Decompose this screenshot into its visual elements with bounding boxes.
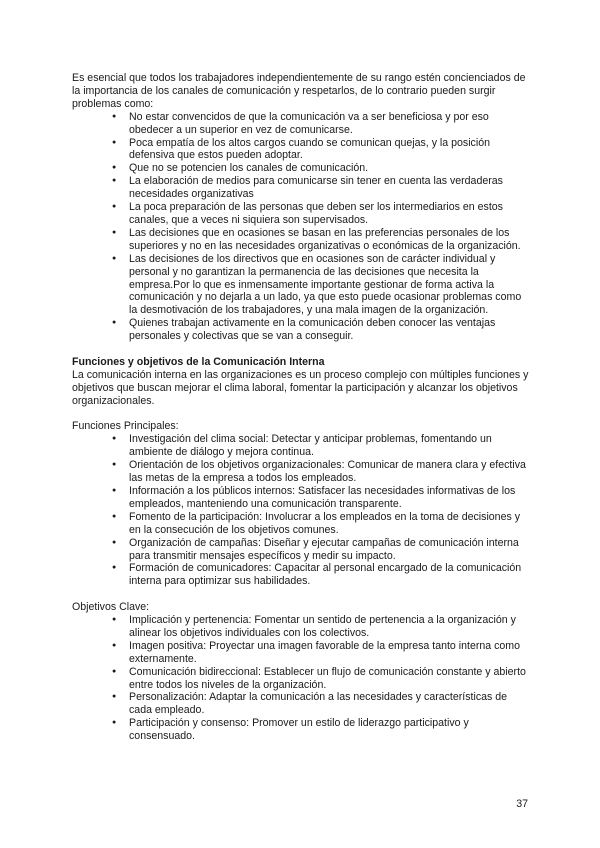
functions-list	[72, 433, 532, 588]
list-item: ● Personalización: Adaptar la comunicación a las necesidades y características de cada empleado.	[129, 691, 532, 717]
list-item: ● Investigación del clima social: Detectar y anticipar problemas, fomentando un ambiente de diálogo y mejora continua.	[129, 433, 532, 459]
list-item: ● Poca empatía de los altos cargos cuando se comunican quejas, y la posición defensiva que estos pueden adoptar.	[129, 137, 532, 163]
problems-list	[72, 111, 532, 343]
list-item: ● Implicación y pertenencia: Fomentar un sentido de pertenencia a la organización y alinear los objetivos individuales con los colectivos.	[129, 614, 532, 640]
list-item: ● Información a los públicos internos: Satisfacer las necesidades informativas de los empleados, manteniendo una comunicación transparente.	[129, 485, 532, 511]
list-item: ● Participación y consenso: Promover un estilo de liderazgo participativo y consensuado.	[129, 717, 532, 743]
section-heading: Funciones y objetivos de la Comunicación Interna	[72, 355, 325, 368]
list-item: ● Imagen positiva: Proyectar una imagen favorable de la empresa tanto interna como externamente.	[129, 640, 532, 666]
functions-heading: Funciones Principales:	[72, 420, 179, 433]
objectives-heading: Objetivos Clave:	[72, 601, 150, 614]
list-item: ● La elaboración de medios para comunicarse sin tener en cuenta las verdaderas necesidades organizativas	[129, 175, 532, 201]
list-item: ● La poca preparación de las personas que deben ser los intermediarios en estos canales, que a veces ni siquiera son supervisados.	[129, 201, 532, 227]
list-item: ● Fomento de la participación: Involucrar a los empleados en la toma de decisiones y en la consecución de los objetivos comunes.	[129, 511, 532, 537]
list-item: ● Las decisiones que en ocasiones se basan en las preferencias personales de los superiores y no en las necesidades organizativas o económicas de la organización.	[129, 227, 532, 253]
intro-paragraph: Es esencial que todos los trabajadores independientemente de su rango estén concienciados de la importancia de los canales de comunicación y respetarlos, de lo contrario pueden surgir problemas como:	[72, 72, 526, 110]
list-item: ● Comunicación bidireccional: Establecer un flujo de comunicación constante y abierto entre todos los niveles de la organización.	[129, 666, 532, 692]
list-item: ● Orientación de los objetivos organizacionales: Comunicar de manera clara y efectiva las metas de la empresa a todos los empleados.	[129, 459, 532, 485]
list-item: ● Que no se potencien los canales de comunicación.	[129, 162, 532, 175]
list-item: ● Las decisiones de los directivos que en ocasiones son de carácter individual y personal y no garantizan la permanencia de las decisiones que necesita la empresa.Por lo que es inmensamente importante gestionar de forma activa la comunicación y no dejarla a un lado, ya que esto puede ocasionar problemas como la desmotivación de los trabajadores, y una mala imagen de la organización.	[129, 253, 532, 318]
list-item: ● Quienes trabajan activamente en la comunicación deben conocer las ventajas personales y colectivas que se van a conseguir.	[129, 317, 532, 343]
list-item: ● Organización de campañas: Diseñar y ejecutar campañas de comunicación interna para transmitir mensajes específicos y medir su impacto.	[129, 537, 532, 563]
page-number: 37	[516, 798, 528, 810]
page-content	[72, 72, 532, 743]
section-intro-paragraph: La comunicación interna en las organizaciones es un proceso complejo con múltiples funciones y objetivos que buscan mejorar el clima laboral, fomentar la participación y alcanzar los objetivos organizacionales.	[72, 368, 529, 407]
objectives-list	[72, 614, 532, 743]
list-item: ● Formación de comunicadores: Capacitar al personal encargado de la comunicación interna para optimizar sus habilidades.	[129, 562, 532, 588]
list-item: ● No estar convencidos de que la comunicación va a ser beneficiosa y por eso obedecer a un superior en vez de comunicarse.	[129, 111, 532, 137]
